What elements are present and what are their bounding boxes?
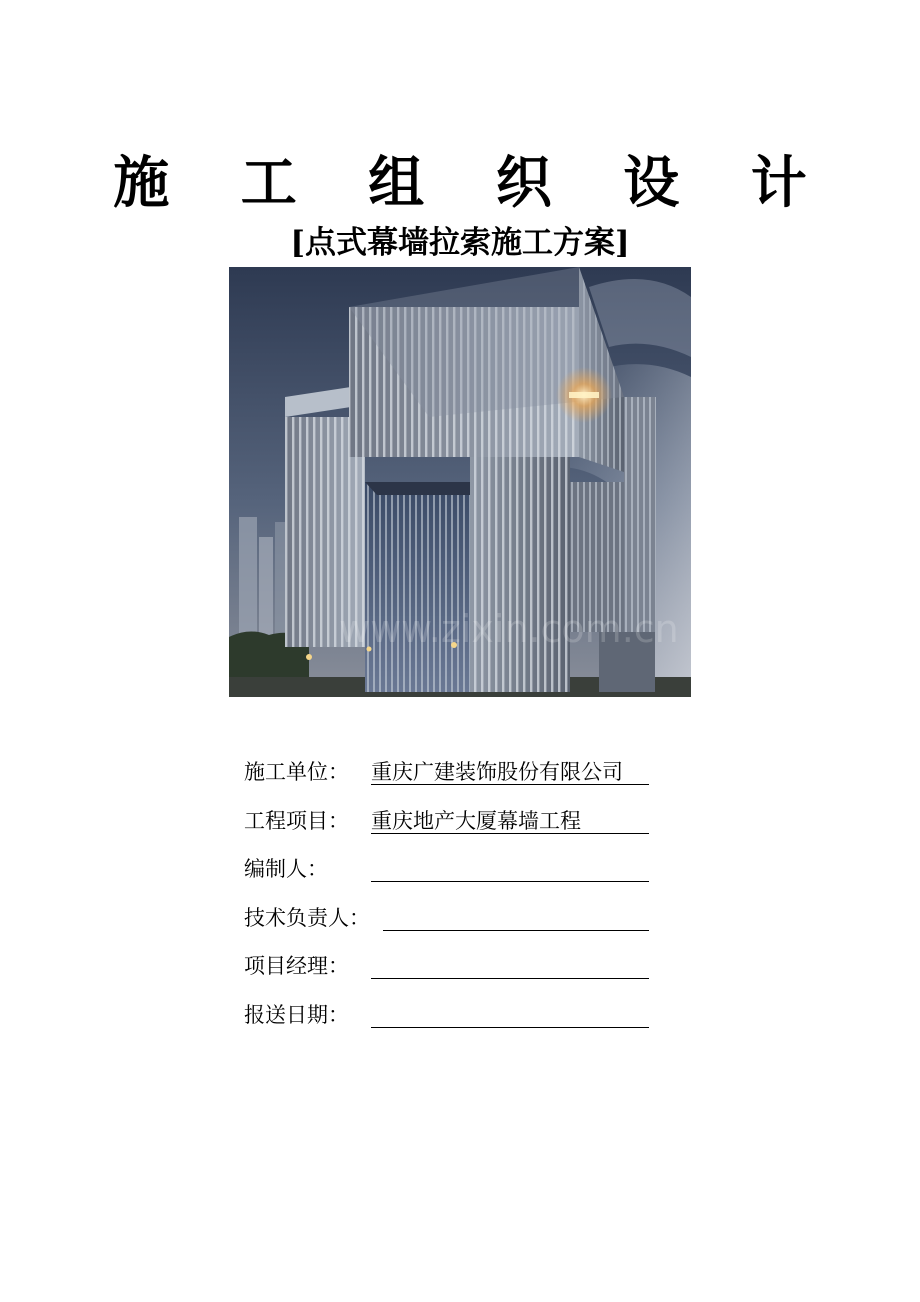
project-manager-label: 项目经理： [244, 954, 349, 978]
technical-lead-value [383, 898, 649, 931]
technical-lead-label: 技术负责人： [244, 905, 370, 930]
project-label: 工程项目： [244, 808, 349, 833]
submission-date-label: 报送日期： [244, 1002, 349, 1027]
info-row-project [244, 801, 664, 850]
document-subtitle: [点式幕墙拉索施工方案] [290, 225, 630, 261]
info-row-technical-lead [244, 898, 664, 947]
info-row-project-manager [244, 946, 664, 995]
cover-building-image [229, 267, 691, 697]
image-watermark: www.zixin.com.cn [339, 607, 679, 651]
construction-unit-value: 重庆广建装饰股份有限公司 [371, 752, 649, 785]
info-row-submission-date [244, 995, 664, 1044]
construction-unit-label: 施工单位： [244, 760, 349, 784]
info-row-construction-unit [244, 752, 664, 801]
project-value: 重庆地产大厦幕墙工程 [371, 801, 649, 834]
compiler-label: 编制人： [244, 857, 328, 881]
document-title: 施 工 组 织 设 计 [113, 150, 833, 216]
submission-date-value [371, 995, 649, 1028]
project-manager-value [371, 946, 649, 979]
compiler-value [371, 849, 649, 882]
document-info-form [244, 752, 664, 1043]
info-row-compiler [244, 849, 664, 898]
